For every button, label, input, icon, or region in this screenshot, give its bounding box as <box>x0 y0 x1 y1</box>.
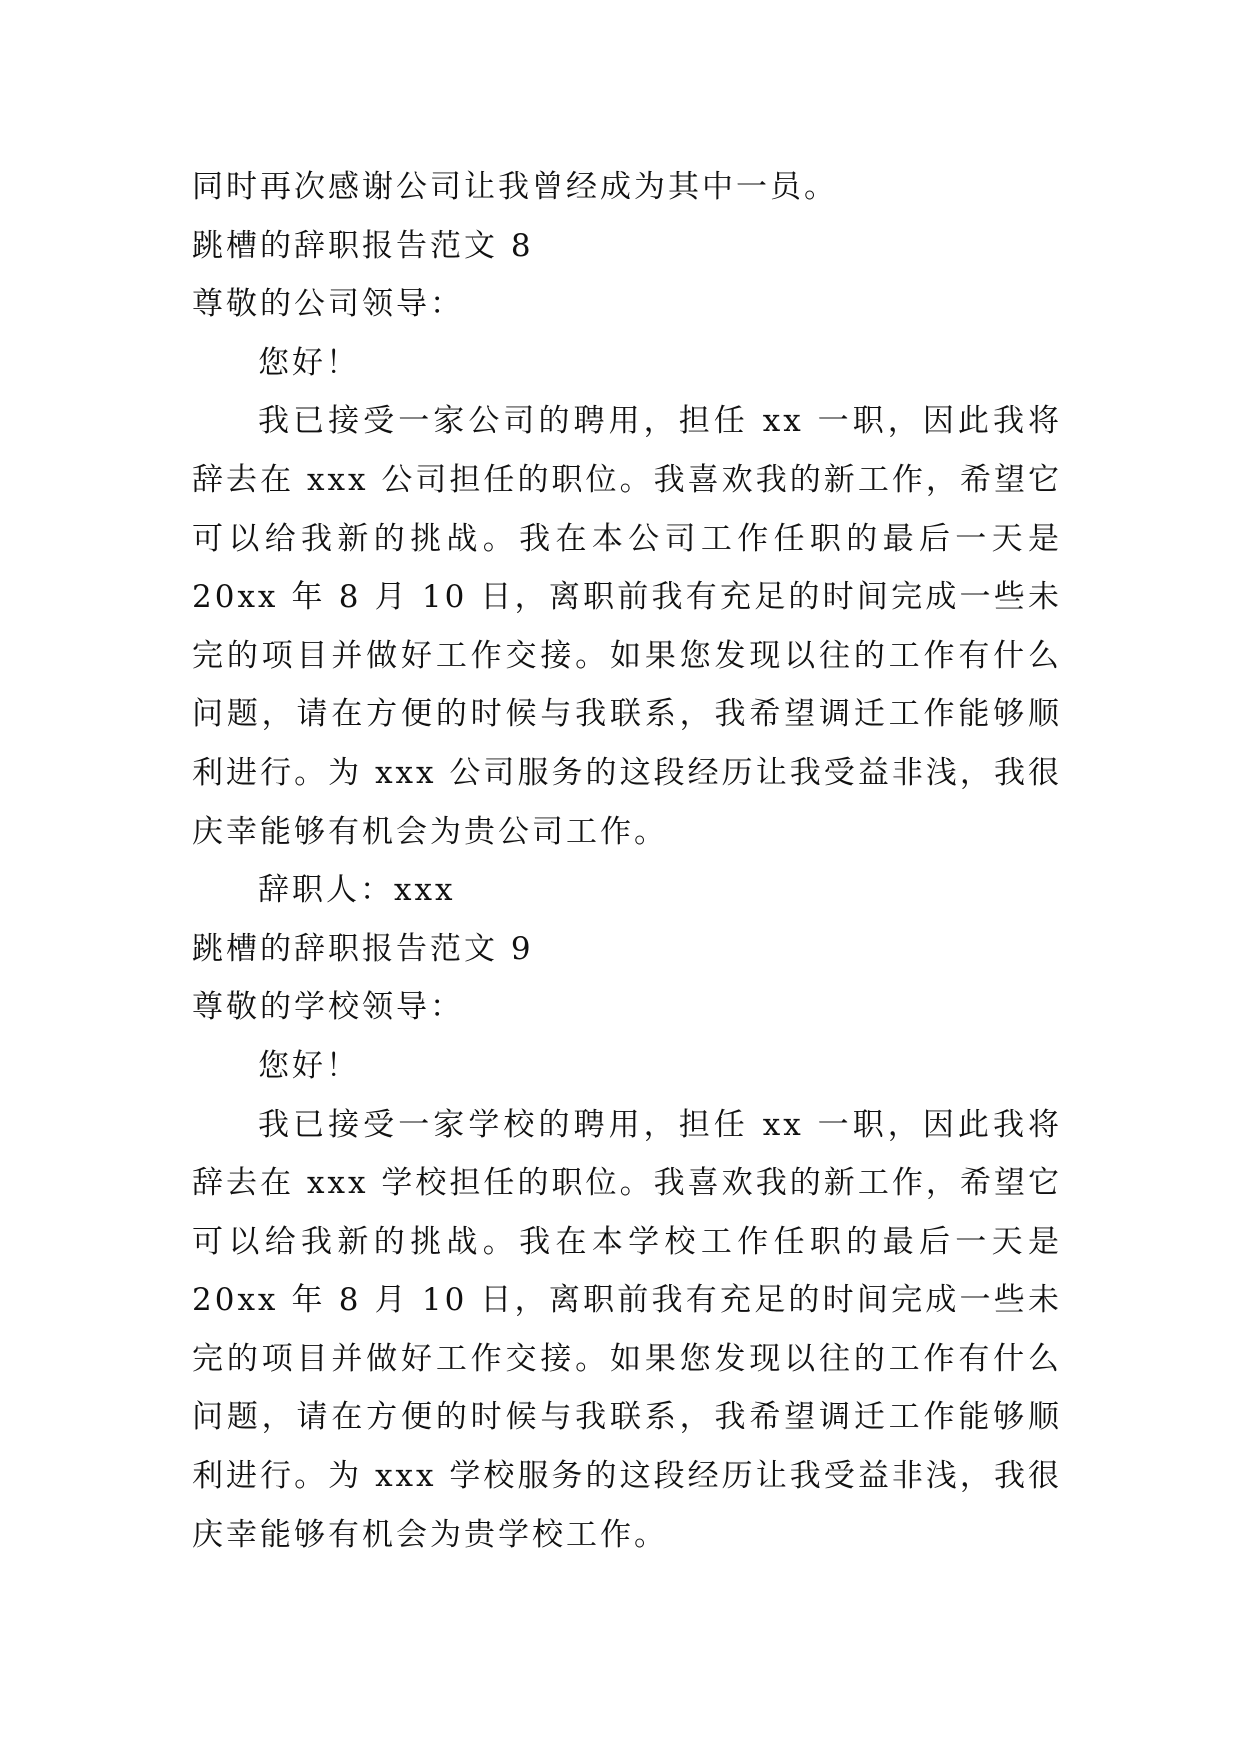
section-title: 跳槽的辞职报告范文 9 <box>192 930 534 967</box>
closing-line: 同时再次感谢公司让我曾经成为其中一员。 <box>192 169 838 205</box>
letter-body-paragraph: 我已接受一家公司的聘用，担任 xx 一职，因此我将辞去在 xxx 公司担任的职位。我喜欢我的新工作，希望它可以给我新的挑战。我在本公司工作任职的最后一天是 20xx 年 8 月 10 日，离职前我有充足的时间完成一些未完的项目并做好工作交接。如果您发现以往的工作有什么问题，请在方便的时候与我联系，我希望调迁工作能够顺利进行。为 xxx 公司服务的这段经历让我受益非浅，我很庆幸能够有机会为贵公司工作。 <box>192 403 1062 850</box>
letter-section-9 <box>192 920 1062 1565</box>
salutation: 尊敬的公司领导： <box>192 286 464 323</box>
greeting: 您好！ <box>258 1047 360 1084</box>
salutation: 尊敬的学校领导： <box>192 989 464 1026</box>
document-body <box>192 158 1062 1564</box>
signature: 辞职人：xxx <box>258 872 456 909</box>
letter-section-8 <box>192 217 1062 920</box>
letter-body-paragraph: 我已接受一家学校的聘用，担任 xx 一职，因此我将辞去在 xxx 学校担任的职位。我喜欢我的新工作，希望它可以给我新的挑战。我在本学校工作任职的最后一天是 20xx 年 8 月 10 日，离职前我有充足的时间完成一些未完的项目并做好工作交接。如果您发现以往的工作有什么问题，请在方便的时候与我联系，我希望调迁工作能够顺利进行。为 xxx 学校服务的这段经历让我受益非浅，我很庆幸能够有机会为贵学校工作。 <box>192 1106 1062 1553</box>
greeting: 您好！ <box>258 344 360 381</box>
section-title: 跳槽的辞职报告范文 8 <box>192 227 534 264</box>
